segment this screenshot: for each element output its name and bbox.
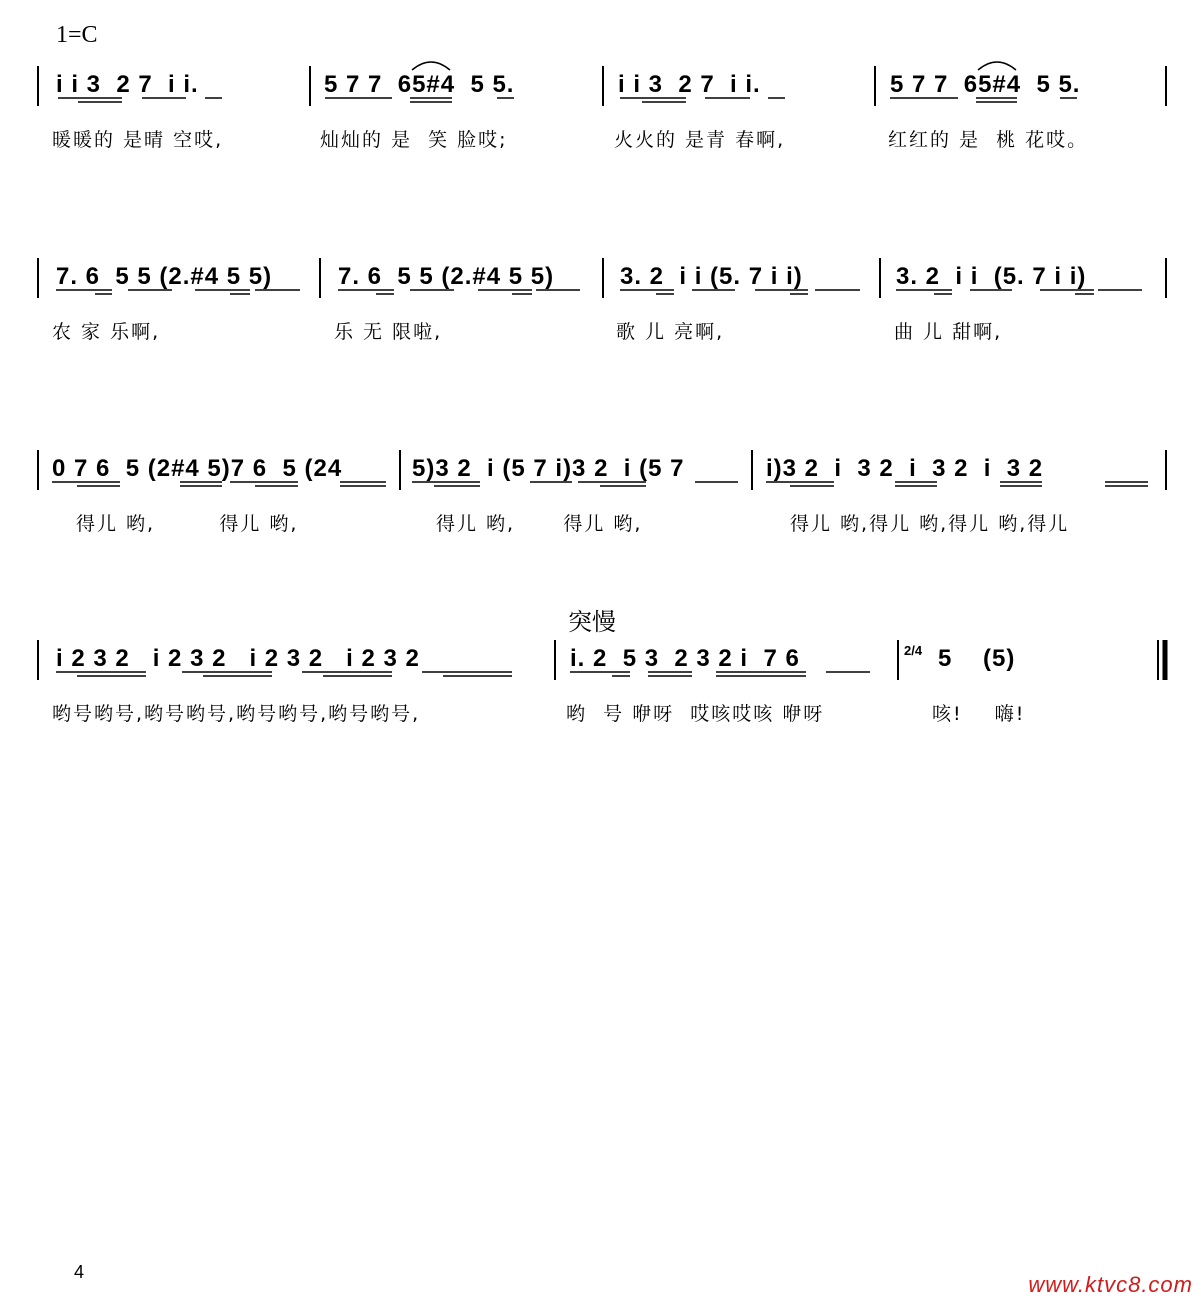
row4-measure3-notes: 5 (5) xyxy=(938,645,1016,672)
row2-measure4-lyric: 曲 儿 甜啊, xyxy=(894,321,1003,343)
row4-measure1-lyric: 哟号哟号,哟号哟号,哟号哟号,哟号哟号, xyxy=(52,703,421,725)
page-number: 4 xyxy=(74,1262,85,1282)
row2-measure1-lyric: 农 家 乐啊, xyxy=(52,321,161,343)
row1-measure1-notes: i i 3 2 7 i i. xyxy=(56,71,199,98)
row3-measure1-lyric: 得儿 哟, 得儿 哟, xyxy=(76,513,299,535)
row2-measure2-lyric: 乐 无 限啦, xyxy=(334,321,443,343)
row1-measure4-lyric: 红红的 是 桃 花哎。 xyxy=(888,129,1089,151)
row3-measure2-notes: 5)3 2 i (5 7 i)3 2 i (5 7 xyxy=(412,455,685,482)
row4-measure2-notes: i. 2 5 3 2 3 2 i 7 6 xyxy=(570,645,800,672)
row3-measure1-notes: 0 7 6 5 (2#4 5)7 6 5 (24 xyxy=(52,455,343,482)
row3-measure3-lyric: 得儿 哟,得儿 哟,得儿 哟,得儿 xyxy=(790,513,1070,535)
row2-measure4-notes: 3. 2 i i (5. 7 i i) xyxy=(896,263,1087,290)
row1-measure2-notes: 5 7 7 65#4 5 5. xyxy=(324,71,515,98)
row2-measure1-notes: 7. 6 5 5 (2.#4 5 5) xyxy=(56,263,273,290)
row2-measure3-lyric: 歌 儿 亮啊, xyxy=(616,321,725,343)
row2-measure2-notes: 7. 6 5 5 (2.#4 5 5) xyxy=(338,263,555,290)
row4-measure1-notes: i 2 3 2 i 2 3 2 i 2 3 2 i 2 3 2 xyxy=(56,645,420,672)
row3-measure3-notes: i)3 2 i 3 2 i 3 2 i 3 2 xyxy=(766,455,1044,482)
row2-measure3-notes: 3. 2 i i (5. 7 i i) xyxy=(620,263,803,290)
row4-measure3-lyric: 咳! 嗨! xyxy=(932,703,1026,725)
key-signature: 1=C xyxy=(56,22,98,48)
row4-measure2-lyric: 哟 号 咿呀 哎咳哎咳 咿呀 xyxy=(566,703,825,725)
time-signature: 2/4 xyxy=(904,643,923,658)
watermark: www.ktvc8.com xyxy=(1028,1272,1193,1297)
row3-measure2-lyric: 得儿 哟, 得儿 哟, xyxy=(436,513,643,535)
row1-measure2-lyric: 灿灿的 是 笑 脸哎; xyxy=(320,129,508,151)
row1-measure1-lyric: 暖暖的 是晴 空哎, xyxy=(52,129,224,151)
tempo-mark: 突慢 xyxy=(568,608,616,636)
row1-measure3-notes: i i 3 2 7 i i. xyxy=(618,71,761,98)
row1-measure4-notes: 5 7 7 65#4 5 5. xyxy=(890,71,1081,98)
row1-measure3-lyric: 火火的 是青 春啊, xyxy=(614,129,786,151)
